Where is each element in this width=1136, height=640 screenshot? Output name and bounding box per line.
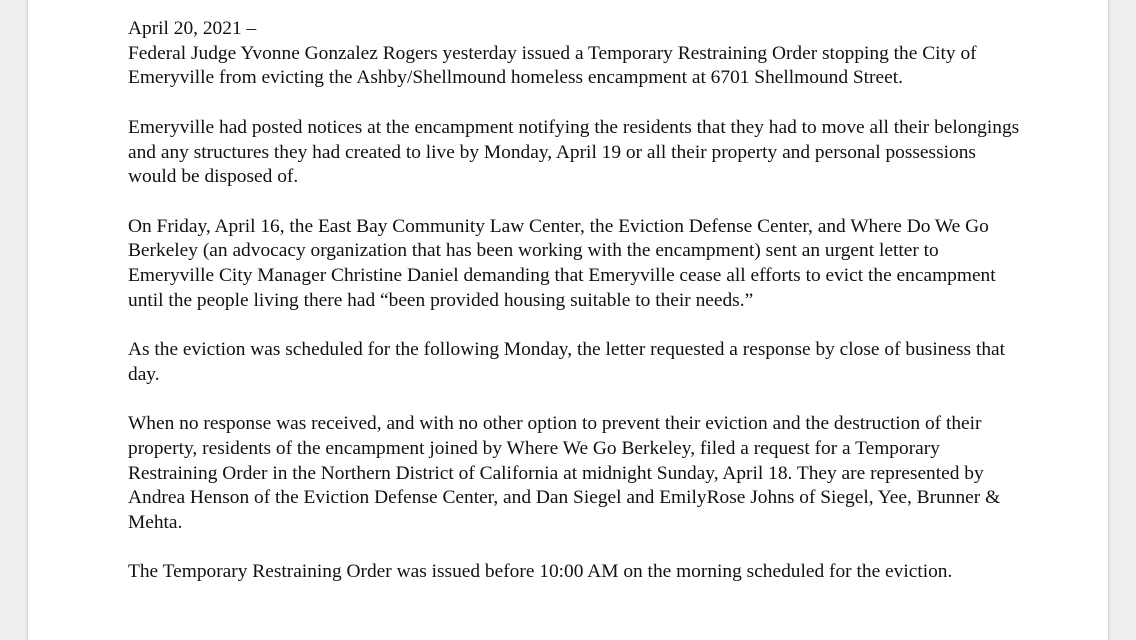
- dateline: April 20, 2021 –: [128, 18, 257, 39]
- document-body: [128, 17, 1028, 610]
- paragraph-4: As the eviction was scheduled for the following Monday, the letter requested a response by close of business that day.: [128, 339, 1006, 385]
- paragraph-2: Emeryville had posted notices at the encampment notifying the residents that they had to move all their belongings and any structures they had created to live by Monday, April 19 or all their property and personal possessions would be disposed of.: [128, 116, 1020, 188]
- paragraph-1: Federal Judge Yvonne Gonzalez Rogers yesterday issued a Temporary Restraining Order stopping the City of Emeryville from evicting the Ashby/Shellmound homeless encampment at 6701 Shellmound Street.: [128, 42, 977, 89]
- paragraph-3: On Friday, April 16, the East Bay Community Law Center, the Eviction Defense Center, and Where Do We Go Berkeley (an advocacy organization that has been working with the encampment) sent an urgent letter to Emeryville City Manager Christine Daniel demanding that Emeryville cease all efforts to evict the encampment until the people living there had “been provided housing suitable to their needs.”: [128, 215, 996, 311]
- document-page: [28, 0, 1108, 640]
- paragraph-6: The Temporary Restraining Order was issued before 10:00 AM on the morning scheduled for the eviction.: [128, 561, 953, 583]
- paragraph-5: When no response was received, and with no other option to prevent their eviction and the destruction of their property, residents of the encampment joined by Where We Go Berkeley, filed a request for a Temporary Restraining Order in the Northern District of California at midnight Sunday, April 18. They are represented by Andrea Henson of the Eviction Defense Center, and Dan Siegel and EmilyRose Johns of Siegel, Yee, Brunner & Mehta.: [128, 413, 1001, 533]
